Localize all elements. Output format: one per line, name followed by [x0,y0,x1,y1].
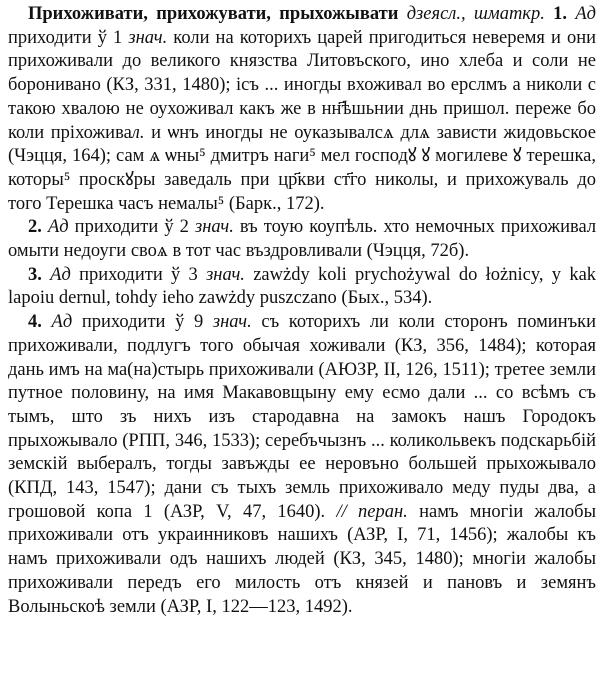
sense-text: zawżdy koli prychożywal do łożnicy, y kak lapoiu dernul, tohdy ieho zawżdy puszczano (Бых., 534). [8,264,597,309]
sense-number: 1. [553,4,568,24]
reference-label: знач. [194,217,234,238]
grammar-label: дзеясл., шматкр. [406,4,545,24]
reference-word: приходити [74,217,159,238]
sense-text-rest: и ѡнъ иногды не оуказывалсѧ длѧ зависти жидовьское (Чэцця, 164); сам ѧ ѡны⁵ дмитръ наги⁵ мел господꙋ ꙋ могилеве ꙋ терешка, которы⁵ проскꙋры заведаль при цр҃кви ст҃го николы, и прихожуваль до того Терешка часъ немалы⁵ (Барк., 172). [8,122,596,214]
sense-4 [8,311,596,619]
reference-word: приходити [81,312,166,333]
reference-label: знач. [212,312,252,333]
sense-text: съ которихъ ли коли сторонъ поминъки прихоживали, подлугъ того обычая хоживали (КЗ, 356, 1484); которая дань имъ на ма(на)стырь прихоживали (АЮЗР, II, 126, 1511); третее земли путное половину, на имя Макавовщыну ему есмо дали ... со всѣмъ съ тымъ, што зъ нихъ изъ стародавна на замокъ нашъ Городокъ прыхожывало (РПП, 346, 1533); серебъчызнъ ... коликольвекъ подскарьбій земскій выбералъ, тогды завъжды ее неровъно большей прыхожывало (КПД, 143, 1547); дани съ тыхъ земль прихоживало меду пуды два, а грошовой копа 1 (АЗР, V, 47, 1640). [8,312,597,522]
reference-prep: ў 3 [171,264,198,285]
sense-text: коли на которихъ царей пригодиться неверемя и они прихоживали до великого князства Литовъского, ино хлеба и соли не боронивано (КЗ, 331, 1480); ісъ ... иногды вхоживал во ерслмъ а николи с такою хвалою не оухоживал какъ же в нн҃ѣшьнии днь пришол. переже бо коли пріхожива [8,27,597,143]
reference-abbr: Ад [47,217,69,238]
headword: Прихоживати, прихожувати, прыхожывати [28,4,399,24]
reference-word: приходити [79,264,163,285]
sense-number: 2. [28,217,42,238]
sense-text-italic: л. [131,122,145,143]
sense-3 [8,264,596,311]
reference-abbr: Ад [50,264,71,285]
reference-prep: ў 2 [164,217,189,238]
entry-header-and-sense-1 [8,3,596,216]
sense-2 [8,216,596,263]
transfer-label: перан. [358,501,408,522]
sense-number: 3. [28,264,42,285]
sense-number: 4. [28,312,42,333]
sense-text: въ тоую коупѣль. хто немочных прихоживал омыти недоуги своѧ в тот час въздровливали (Чэцця, 72б). [8,217,597,262]
reference-word: приходити [8,27,92,48]
transfer-mark: // [336,501,347,522]
reference-prep: ў 1 [97,27,123,48]
reference-label: знач. [206,264,245,285]
sense-text-figurative: намъ многіи жалобы прихоживали отъ украинниковъ нашихъ (АЗР, I, 71, 1456); жалобы къ намъ прихоживали одъ нашихъ людей (КЗ, 345, 1480); многіи жалобы прихоживали передъ его милость отъ князей и пановъ и земянъ Волыньскоѣ земли (АЗР, I, 122—123, 1492). [8,501,597,617]
reference-abbr: Ад [51,312,73,333]
reference-label: знач. [128,27,168,48]
reference-prep: ў 9 [175,312,204,333]
reference-abbr: Ад [575,4,597,24]
